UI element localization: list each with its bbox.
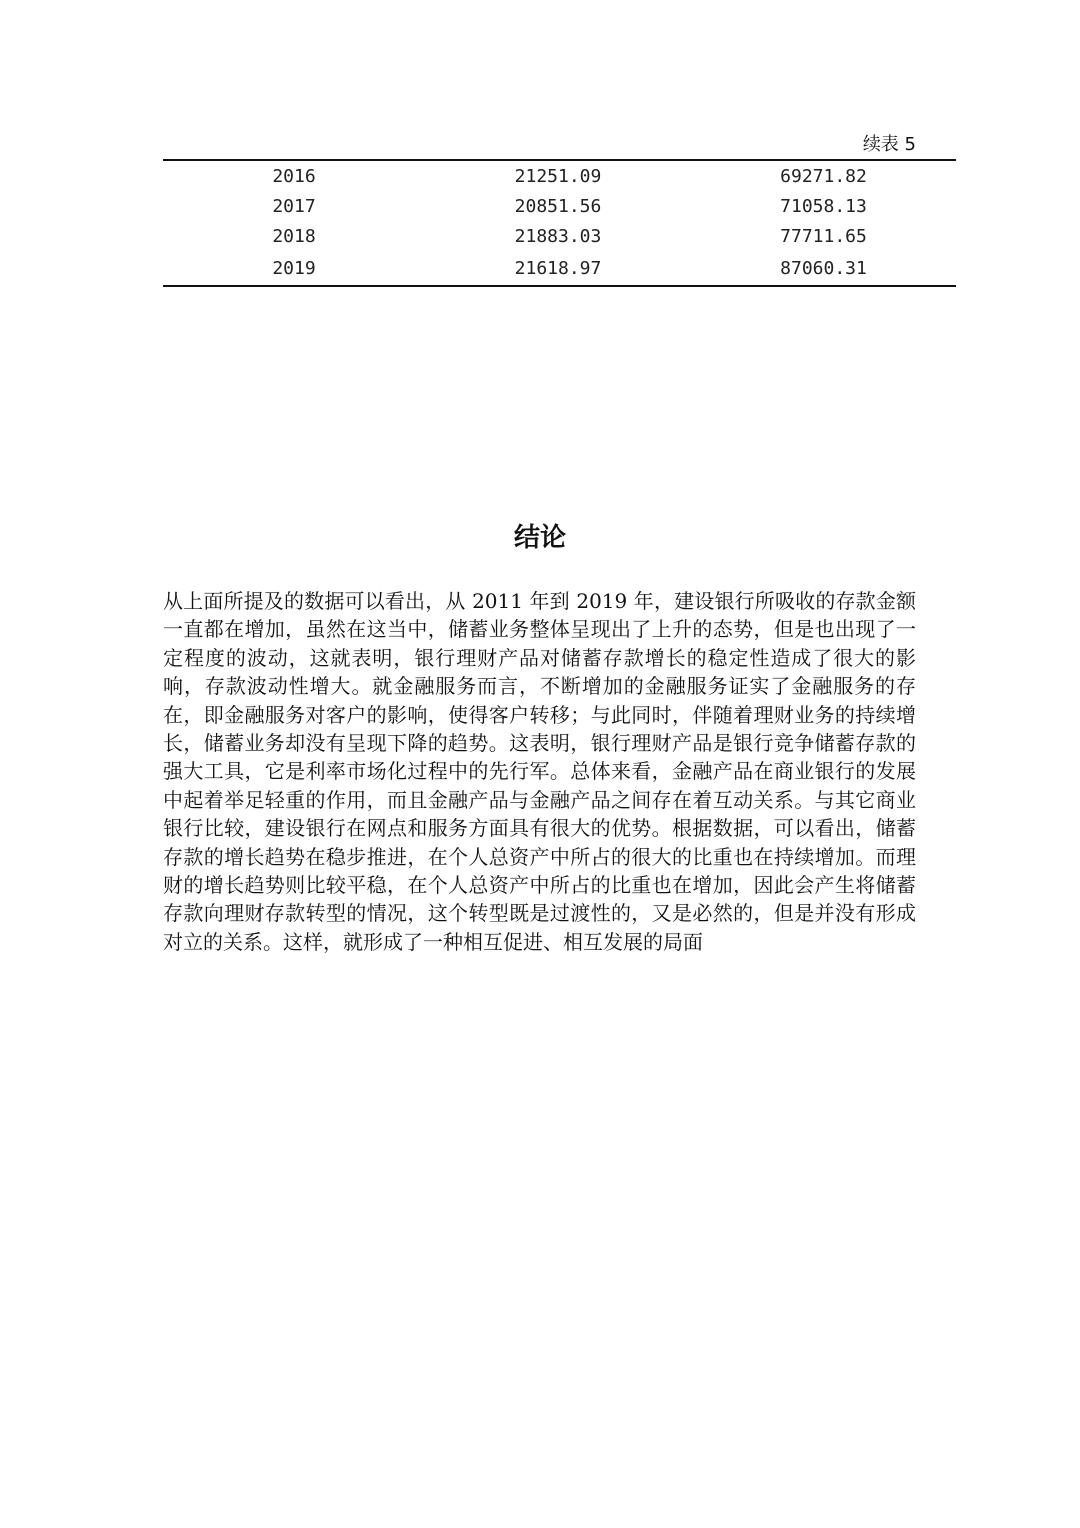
- value-cell: 21251.09: [514, 165, 602, 187]
- year-cell: 2016: [272, 165, 316, 187]
- value-cell: 21883.03: [514, 225, 602, 247]
- table-row: [163, 251, 956, 286]
- value-cell: 87060.31: [780, 257, 867, 279]
- value-cell: 77711.65: [780, 225, 867, 247]
- value-cell: 69271.82: [780, 165, 867, 187]
- table-row: [163, 191, 956, 221]
- table-row: [163, 221, 956, 251]
- table-caption: 续表 5: [862, 134, 916, 155]
- section-title: 结论: [513, 523, 566, 553]
- value-cell: 21618.97: [514, 257, 602, 279]
- value-cell: 20851.56: [514, 195, 602, 217]
- table-row: [163, 160, 956, 191]
- year-cell: 2017: [272, 195, 316, 217]
- conclusion-paragraph: 从上面所提及的数据可以看出，从 2011 年到 2019 年，建设银行所吸收的存款金额一直都在增加，虽然在这当中，储蓄业务整体呈现出了上升的态势，但是也出现了一定程度的波动，这就表明，银行理财产品对储蓄存款增长的稳定性造成了很大的影响，存款波动性增大。就金融服务而言，不断增加的金融服务证实了金融服务的存在，即金融服务对客户的影响，使得客户转移；与此同时，伴随着理财业务的持续增长，储蓄业务却没有呈现下降的趋势。这表明，银行理财产品是银行竞争储蓄存款的强大工具，它是利率市场化过程中的先行军。总体来看，金融产品在商业银行的发展中起着举足轻重的作用，而且金融产品与金融产品之间存在着互动关系。与其它商业银行比较，建设银行在网点和服务方面具有很大的优势。根据数据，可以看出，储蓄存款的增长趋势在稳步推进，在个人总资产中所占的很大的比重也在持续增加。而理财的增长趋势则比较平稳，在个人总资产中所占的比重也在增加，因此会产生将储蓄存款向理财存款转型的情况，这个转型既是过渡性的，又是必然的，但是并没有形成对立的关系。这样，就形成了一种相互促进、相互发展的局面: [163, 589, 916, 954]
- data-table: [163, 159, 956, 287]
- value-cell: 71058.13: [780, 195, 867, 217]
- year-cell: 2019: [272, 257, 316, 279]
- year-cell: 2018: [272, 225, 316, 247]
